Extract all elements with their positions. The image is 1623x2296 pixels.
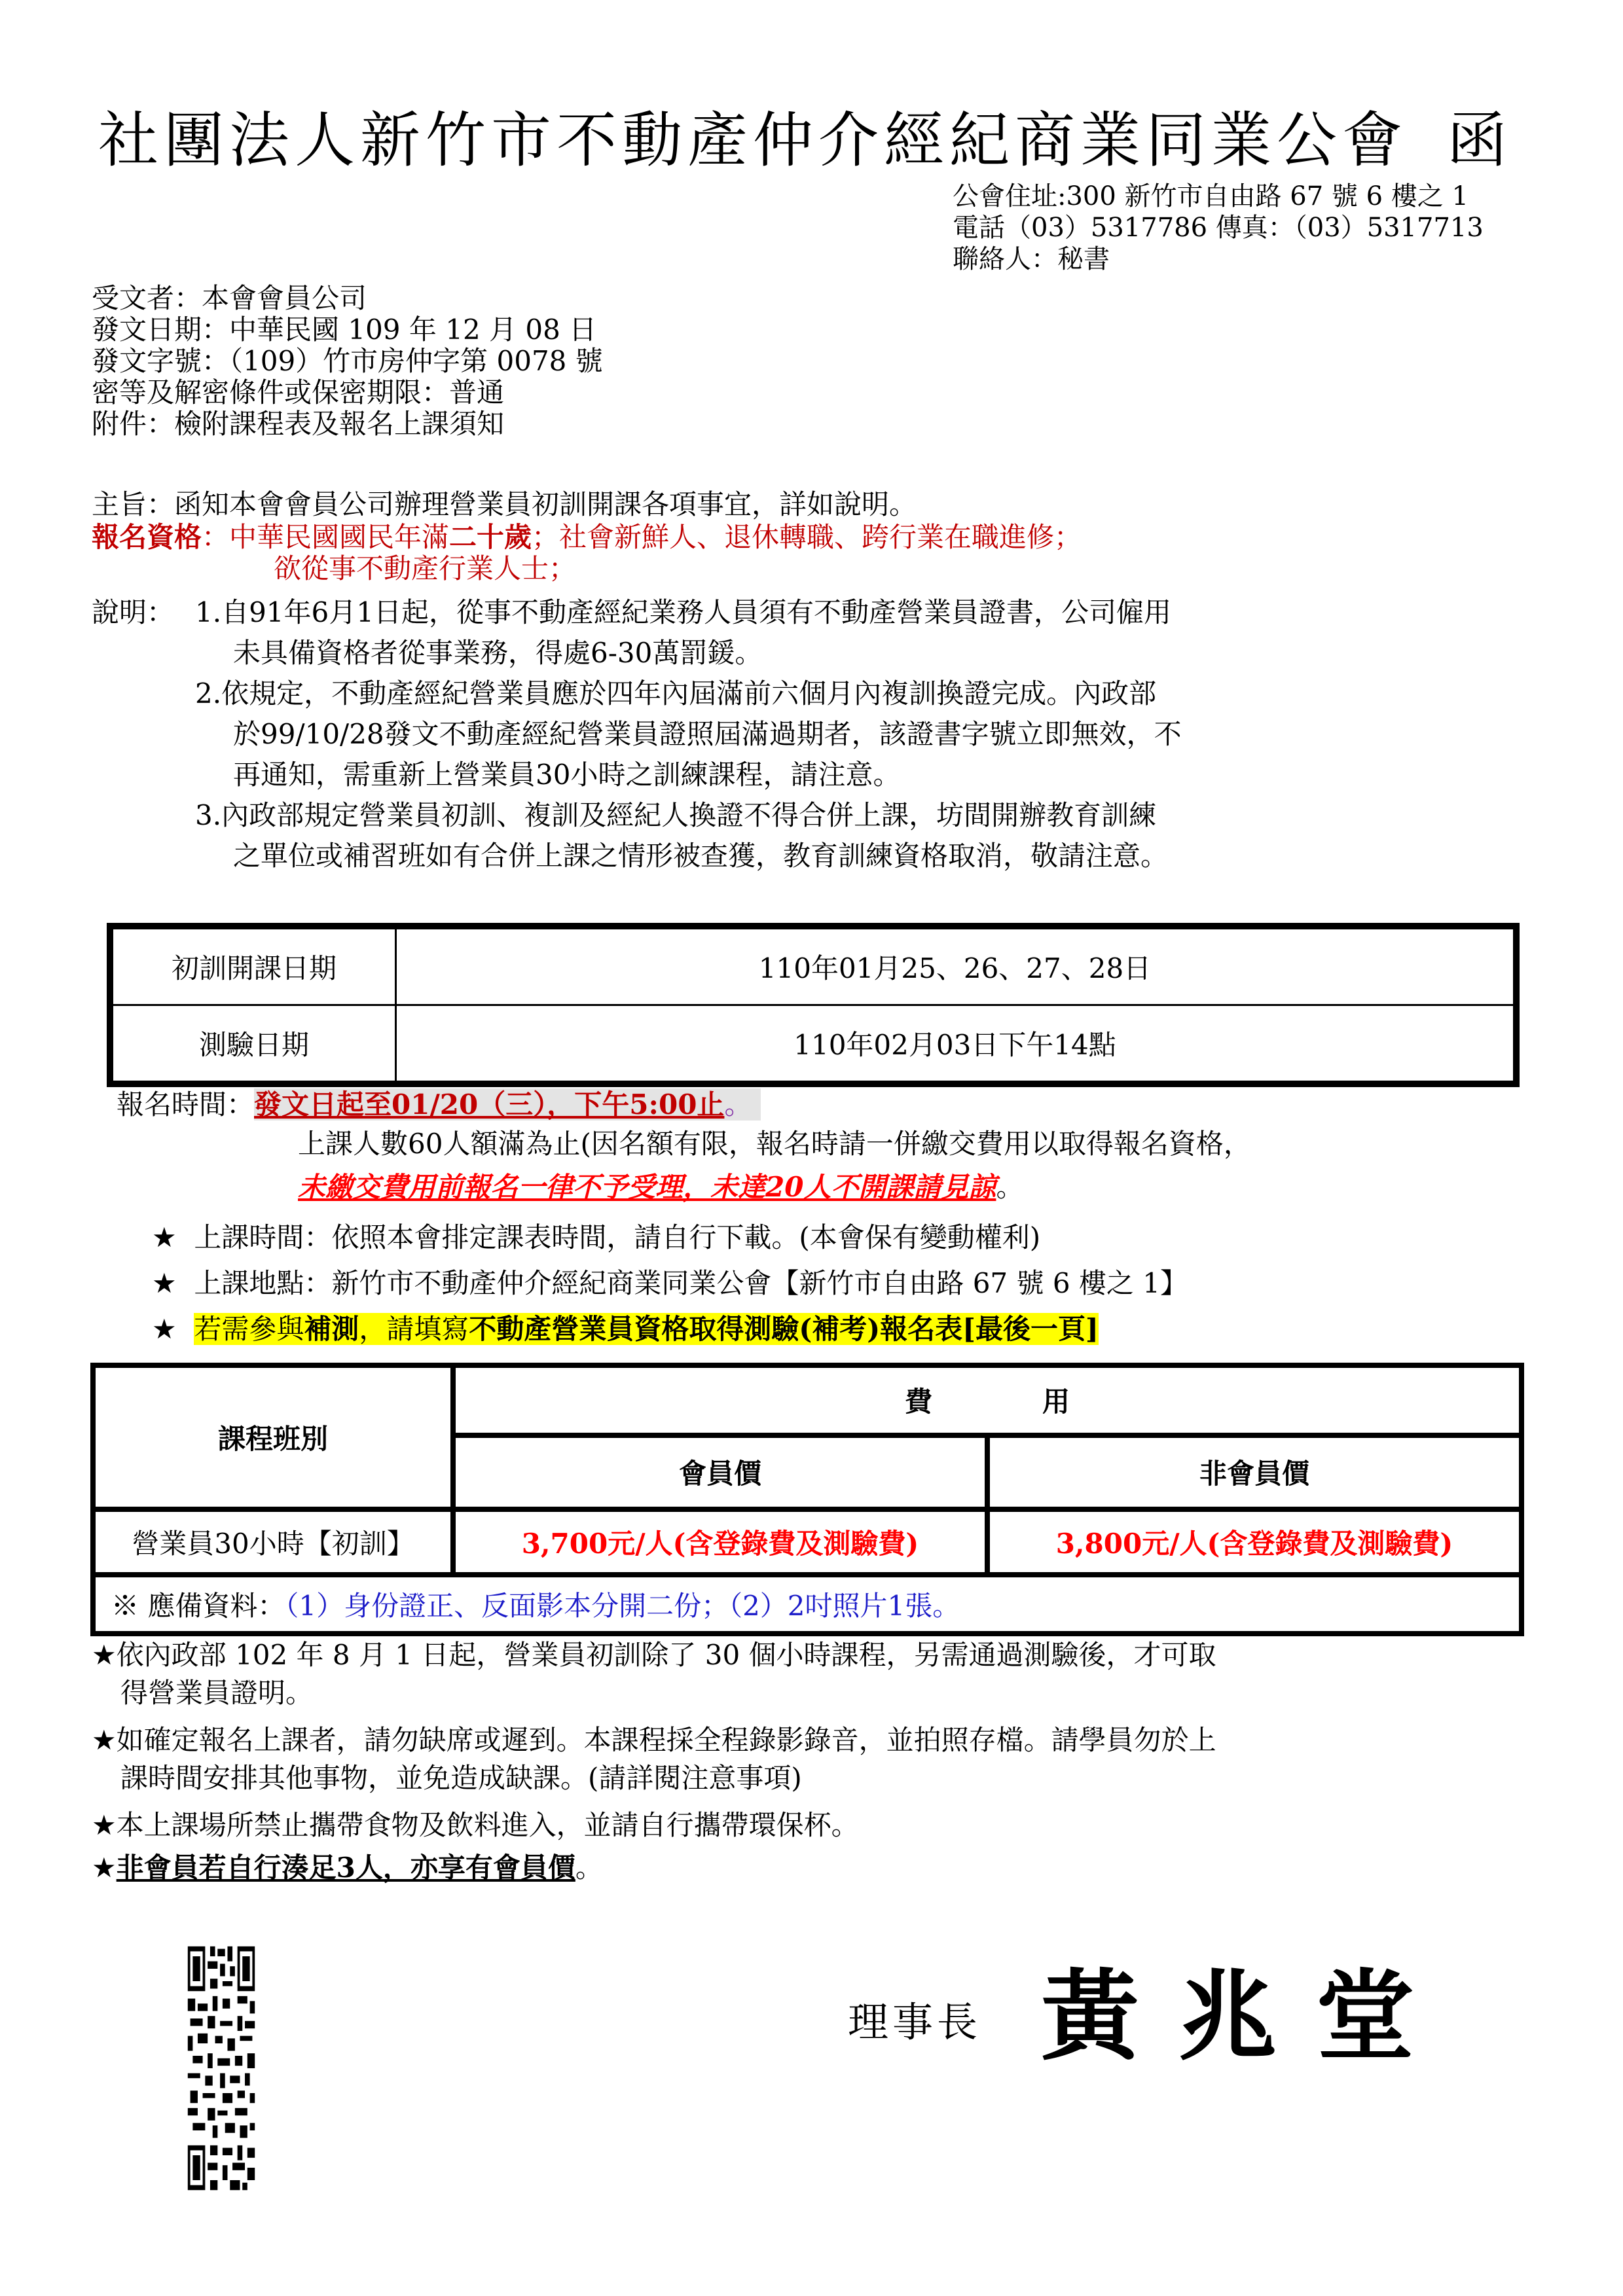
notice-class-location <box>152 1265 1188 1302</box>
capacity-note: 上課人數60人額滿為止(因名額有限，報名時請一併繳交費用以取得報名資格， <box>298 1128 1251 1160</box>
address: 公會住址:300 新竹市自由路 67 號 6 樓之 1 <box>953 181 1468 211</box>
footnote-line: 非會員若自行湊足3人，亦享有會員價 <box>116 1852 575 1884</box>
eligibility-age: 二十歲 <box>449 521 532 553</box>
association-name: 社團法人新竹市不動產仲介經紀商業同業公會 <box>98 105 1408 175</box>
phone-fax: 電話（03）5317786 傳真：（03）5317713 <box>953 213 1484 243</box>
requirements-text: （1）身份證正、反面影本分開二份；（2）2吋照片1張。 <box>285 1590 960 1622</box>
notice-class-time <box>152 1219 1040 1257</box>
table-row <box>93 1509 1522 1575</box>
explanation-item-3 <box>195 795 1168 876</box>
nonmember-price-header: 非會員價 <box>987 1435 1522 1509</box>
course-start-label: 初訓開課日期 <box>110 926 396 1005</box>
chairman-name: 黃兆堂 <box>1041 1959 1454 2074</box>
eligibility-line-1 <box>92 522 1082 553</box>
qr-code[interactable] <box>185 1944 257 2193</box>
star-icon: ★ <box>152 1267 177 1299</box>
table-row <box>93 1575 1522 1634</box>
item-line: 於99/10/28發文不動產經紀營業員證照屆滿過期者，該證書字號立即無效，不 <box>233 718 1182 750</box>
course-header: 課程班別 <box>93 1365 453 1509</box>
star-icon: ★ <box>152 1313 177 1345</box>
contact-person: 聯絡人：秘書 <box>953 244 1110 274</box>
registration-label: 報名時間： <box>117 1088 255 1121</box>
item-line: 未具備資格者從事業務，得處6-30萬罰鍰。 <box>233 637 763 669</box>
explanation-item-1 <box>195 592 1171 673</box>
item-line: 內政部規定營業員初訓、複訓及經紀人換證不得合併上課，坊間開辦教育訓練 <box>221 799 1157 831</box>
eligibility-text-a: ：中華民國國民年滿 <box>202 521 450 553</box>
fee-header: 費 用 <box>453 1365 1522 1435</box>
eligibility-label: 報名資格 <box>92 521 202 553</box>
nonmember-price: 3,800元/人(含登錄費及測驗費) <box>987 1509 1522 1575</box>
registration-time <box>117 1088 761 1122</box>
requirements-label: ※ 應備資料： <box>111 1590 285 1622</box>
payment-warning <box>298 1170 1023 1204</box>
chairman-title: 理事長 <box>848 1998 982 2046</box>
footnote-3 <box>92 1806 859 1844</box>
item-number: 3. <box>195 799 222 831</box>
course-start-dates: 110年01月25、26、27、28日 <box>396 926 1517 1005</box>
eligibility-line-2: 欲從事不動產行業人士； <box>274 552 577 584</box>
exam-date-label: 測驗日期 <box>110 1005 396 1085</box>
notice-text: 上課地點：新竹市不動產仲介經紀商業同業公會【新竹市自由路 67 號 6 樓之 1】 <box>194 1267 1188 1299</box>
classification: 密等及解密條件或保密期限：普通 <box>92 376 505 408</box>
notice-text-bold: 補測 <box>304 1313 359 1345</box>
recipient: 受文者：本會會員公司 <box>92 282 367 314</box>
notice-text: 上課時間：依照本會排定課表時間，請自行下載。(本會保有變動權利) <box>194 1221 1041 1253</box>
fee-table <box>90 1363 1524 1636</box>
document-type: 函 <box>1447 105 1513 175</box>
member-price-header: 會員價 <box>453 1435 987 1509</box>
requirements-row <box>93 1575 1522 1634</box>
notice-text: 若需參與 <box>194 1313 304 1345</box>
footnote-2 <box>92 1721 1216 1797</box>
star-icon: ★ <box>92 1724 117 1756</box>
footnote-1 <box>92 1636 1216 1712</box>
item-number: 1. <box>195 596 222 628</box>
document-number: 發文字號：（109）竹市房仲字第 0078 號 <box>92 345 603 377</box>
explanation-item-2 <box>195 673 1182 795</box>
warning-period: 。 <box>996 1171 1024 1203</box>
star-icon: ★ <box>92 1809 117 1841</box>
course-name: 營業員30小時【初訓】 <box>93 1509 453 1575</box>
footnote-line: 依內政部 102 年 8 月 1 日起，營業員初訓除了 30 個小時課程，另需通過測驗後，才可取 <box>116 1639 1216 1671</box>
makeup-form-name: 不動產營業員資格取得測驗(補考)報名表[最後一頁] <box>469 1313 1099 1345</box>
explanation-label: 說明： <box>92 596 175 628</box>
notice-text: ，請填寫 <box>359 1313 469 1345</box>
item-line: 依規定，不動產經紀營業員應於四年內屆滿前六個月內複訓換證完成。內政部 <box>221 677 1157 709</box>
payment-warning-text: 未繳交費用前報名一律不予受理，未達20人不開課請見諒 <box>298 1171 996 1203</box>
footnote-line: 本上課場所禁止攜帶食物及飲料進入，並請自行攜帶環保杯。 <box>116 1809 859 1841</box>
letterhead-title <box>98 98 1512 183</box>
attachment: 附件：檢附課程表及報名上課須知 <box>92 408 505 440</box>
star-icon: ★ <box>92 1852 117 1884</box>
item-number: 2. <box>195 677 222 709</box>
subject: 主旨：函知本會會員公司辦理營業員初訓開課各項事宜，詳如說明。 <box>92 488 917 520</box>
item-line: 再通知，需重新上營業員30小時之訓練課程，請注意。 <box>233 759 901 791</box>
footnote-line: 課時間安排其他事物，並免造成缺課。(請詳閱注意事項) <box>120 1762 802 1794</box>
item-line: 之單位或補習班如有合併上課之情形被查獲，教育訓練資格取消，敬請注意。 <box>233 840 1169 872</box>
footnote-line: 得營業員證明。 <box>120 1677 314 1709</box>
footnote-4 <box>92 1849 603 1887</box>
footnote-line: 如確定報名上課者，請勿缺席或遲到。本課程採全程錄影錄音，並拍照存檔。請學員勿於上 <box>116 1724 1216 1756</box>
table-row <box>110 926 1516 1005</box>
exam-date: 110年02月03日下午14點 <box>396 1005 1517 1085</box>
item-line: 自91年6月1日起，從事不動產經紀業務人員須有不動產營業員證書，公司僱用 <box>221 596 1171 628</box>
registration-deadline: 發文日起至01/20（三），下午5:00止 <box>254 1088 725 1121</box>
issue-date: 發文日期：中華民國 109 年 12 月 08 日 <box>92 314 597 346</box>
footnote-period: 。 <box>575 1852 603 1884</box>
notice-makeup-exam <box>152 1310 1099 1348</box>
member-price: 3,700元/人(含登錄費及測驗費) <box>453 1509 987 1575</box>
star-icon: ★ <box>152 1221 177 1253</box>
star-icon: ★ <box>92 1639 117 1671</box>
table-row <box>93 1365 1522 1435</box>
schedule-table <box>107 923 1520 1087</box>
eligibility-text-c: ；社會新鮮人、退休轉職、跨行業在職進修； <box>532 521 1082 553</box>
contact-info-block <box>953 181 1484 275</box>
document-meta <box>92 283 603 440</box>
table-row <box>110 1005 1516 1085</box>
deadline-period: 。 <box>724 1088 752 1121</box>
